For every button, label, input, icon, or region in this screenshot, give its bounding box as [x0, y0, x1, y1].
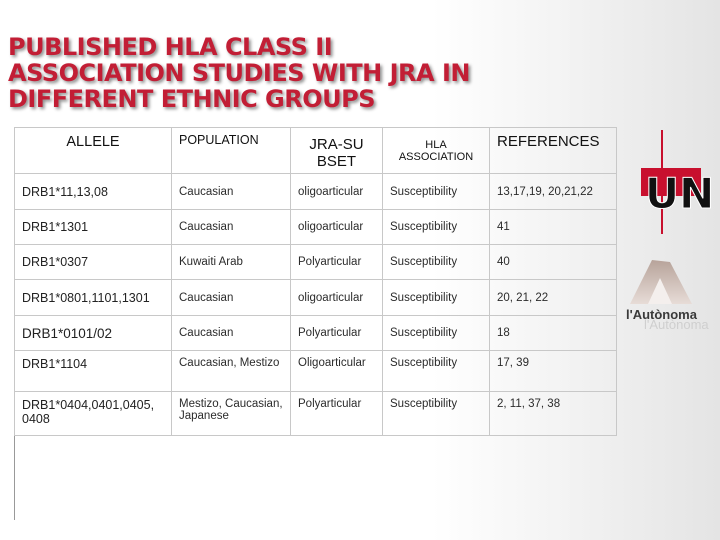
cell-jra-subset: oligoarticular: [291, 210, 383, 245]
cell-population: Caucasian: [172, 280, 291, 316]
cell-allele: DRB1*1301: [15, 210, 172, 245]
cell-jra-subset: oligoarticular: [291, 174, 383, 210]
table-row: [15, 316, 617, 351]
header-population: POPULATION: [172, 128, 291, 174]
association-table: [14, 127, 617, 436]
cell-population: Caucasian: [172, 316, 291, 351]
cell-hla-association: Susceptibility: [383, 210, 490, 245]
cell-references: 40: [490, 245, 617, 280]
header-jra-subset: [291, 128, 383, 174]
cell-population: Kuwaiti Arab: [172, 245, 291, 280]
autonoma-text: l'Autònoma: [626, 307, 697, 322]
cell-references: 20, 21, 22: [490, 280, 617, 316]
cell-jra-subset: Polyarticular: [291, 245, 383, 280]
header-references: REFERENCES: [490, 128, 617, 174]
cell-allele: DRB1*0307: [15, 245, 172, 280]
cell-references: 2, 11, 37, 38: [490, 392, 617, 436]
cell-population: [172, 392, 291, 436]
table-row: [15, 280, 617, 316]
cell-references: 17, 39: [490, 351, 617, 392]
table-row: [15, 245, 617, 280]
cell-hla-association: Susceptibility: [383, 392, 490, 436]
association-table-wrap: [14, 127, 616, 436]
cell-allele: DRB1*0101/02: [15, 316, 172, 351]
cell-jra-subset: Polyarticular: [291, 316, 383, 351]
cell-references: 41: [490, 210, 617, 245]
autonoma-logo-icon: [622, 256, 720, 346]
cell-hla-association: Susceptibility: [383, 245, 490, 280]
table-row: [15, 210, 617, 245]
cell-hla-association: Susceptibility: [383, 174, 490, 210]
header-hla-association-text: HLA ASSOCIATION: [398, 138, 474, 163]
cell-allele: DRB1*11,13,08: [15, 174, 172, 210]
header-jra-subset-text: JRA-SUBSET: [309, 135, 364, 170]
cell-hla-association: Susceptibility: [383, 316, 490, 351]
cell-jra-subset: Polyarticular: [291, 392, 383, 436]
cell-hla-association: Susceptibility: [383, 280, 490, 316]
cell-population: Caucasian: [172, 174, 291, 210]
cell-allele: DRB1*0801,1101,1301: [15, 280, 172, 316]
cell-allele: DRB1*1104: [15, 351, 172, 392]
cell-references: 18: [490, 316, 617, 351]
autonoma-ghost-text: l'Autònoma: [644, 317, 709, 332]
autonoma-logo-text: [626, 307, 709, 332]
table-row: [15, 392, 617, 436]
table-row: [15, 351, 617, 392]
cell-hla-association: Susceptibility: [383, 351, 490, 392]
header-allele: ALLELE: [15, 128, 172, 174]
cell-population: Caucasian, Mestizo: [172, 351, 291, 392]
cell-jra-subset: Oligoarticular: [291, 351, 383, 392]
un-logo-text: UN: [645, 169, 715, 218]
cell-allele: DRB1*0404,0401,0405, 0408: [15, 392, 172, 436]
cell-references: 13,17,19, 20,21,22: [490, 174, 617, 210]
un-logo-icon: [627, 128, 719, 238]
cell-population: Caucasian: [172, 210, 291, 245]
slide-title: PUBLISHED HLA CLASS II ASSOCIATION STUDIES WITH JRA IN DIFFERENT ETHNIC GROUPS: [8, 33, 470, 113]
table-row: [15, 174, 617, 210]
header-hla-association: [383, 128, 490, 174]
cell-population-text: Mestizo, Caucasian, Japanese: [179, 398, 283, 422]
table-header-row: [15, 128, 617, 174]
cell-jra-subset: oligoarticular: [291, 280, 383, 316]
